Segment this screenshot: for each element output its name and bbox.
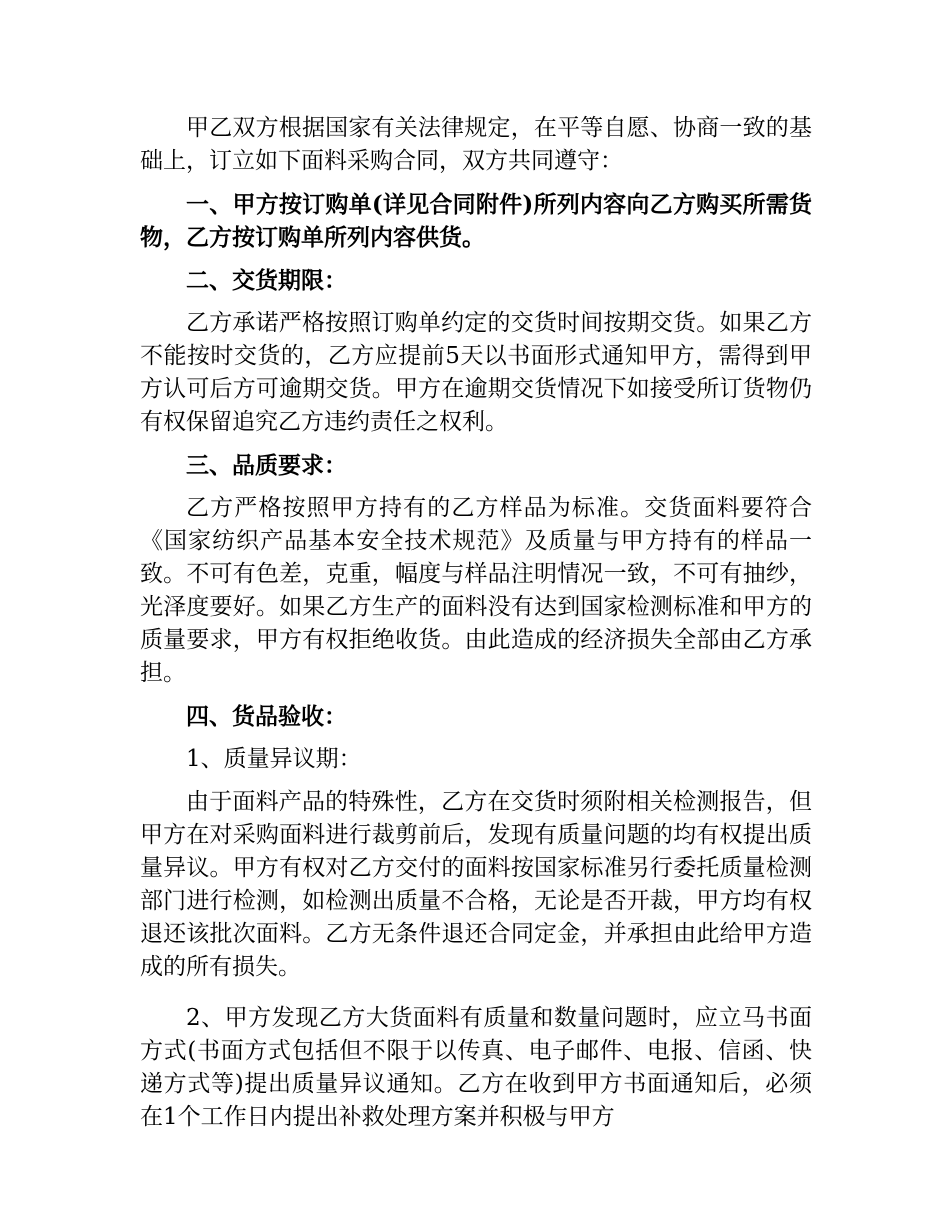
clause-4-1-body: 由于面料产品的特殊性，乙方在交货时须附相关检测报告，但甲方在对采购面料进行裁剪前后，发现有质量问题的均有权提出质量异议。甲方有权对乙方交付的面料按国家标准另行委托质量检测部门进行检测，如检测出质量不合格，无论是否开裁，甲方均有权退还该批次面料。乙方无条件退还合同定金，并承担由此给甲方造成的所有损失。	[140, 789, 812, 980]
clause-4-2-body: 2、甲方发现乙方大货面料有质量和数量问题时，应立马书面方式(书面方式包括但不限于以传真、电子邮件、电报、信函、快递方式等)提出质量异议通知。乙方在收到甲方书面通知后，必须在1个工作日内提出补救处理方案并积极与甲方	[140, 1005, 812, 1130]
document-body	[140, 112, 812, 1134]
clause-4-1-heading: 1、质量异议期：	[186, 746, 362, 772]
clause-1-purchase: 一、甲方按订购单(详见合同附件)所列内容向乙方购买所需货物，乙方按订购单所列内容供货。	[140, 191, 812, 251]
clause-3-heading: 三、品质要求：	[186, 452, 347, 479]
contract-preamble: 甲乙双方根据国家有关法律规定，在平等自愿、协商一致的基础上，订立如下面料采购合同，双方共同遵守：	[140, 115, 812, 174]
clause-2-heading: 二、交货期限：	[186, 267, 347, 294]
clause-2-body: 乙方承诺严格按照订购单约定的交货时间按期交货。如果乙方不能按时交货的，乙方应提前5天以书面形式通知甲方，需得到甲方认可后方可逾期交货。甲方在逾期交货情况下如接受所订货物仍有权保留追究乙方违约责任之权利。	[140, 310, 812, 435]
clause-3-body: 乙方严格按照甲方持有的乙方样品为标准。交货面料要符合《国家纺织产品基本安全技术规范》及质量与甲方持有的样品一致。不可有色差，克重，幅度与样品注明情况一致，不可有抽纱，光泽度要好。如果乙方生产的面料没有达到国家检测标准和甲方的质量要求，甲方有权拒绝收货。由此造成的经济损失全部由乙方承担。	[140, 495, 812, 686]
clause-4-heading: 四、货品验收：	[186, 703, 347, 730]
